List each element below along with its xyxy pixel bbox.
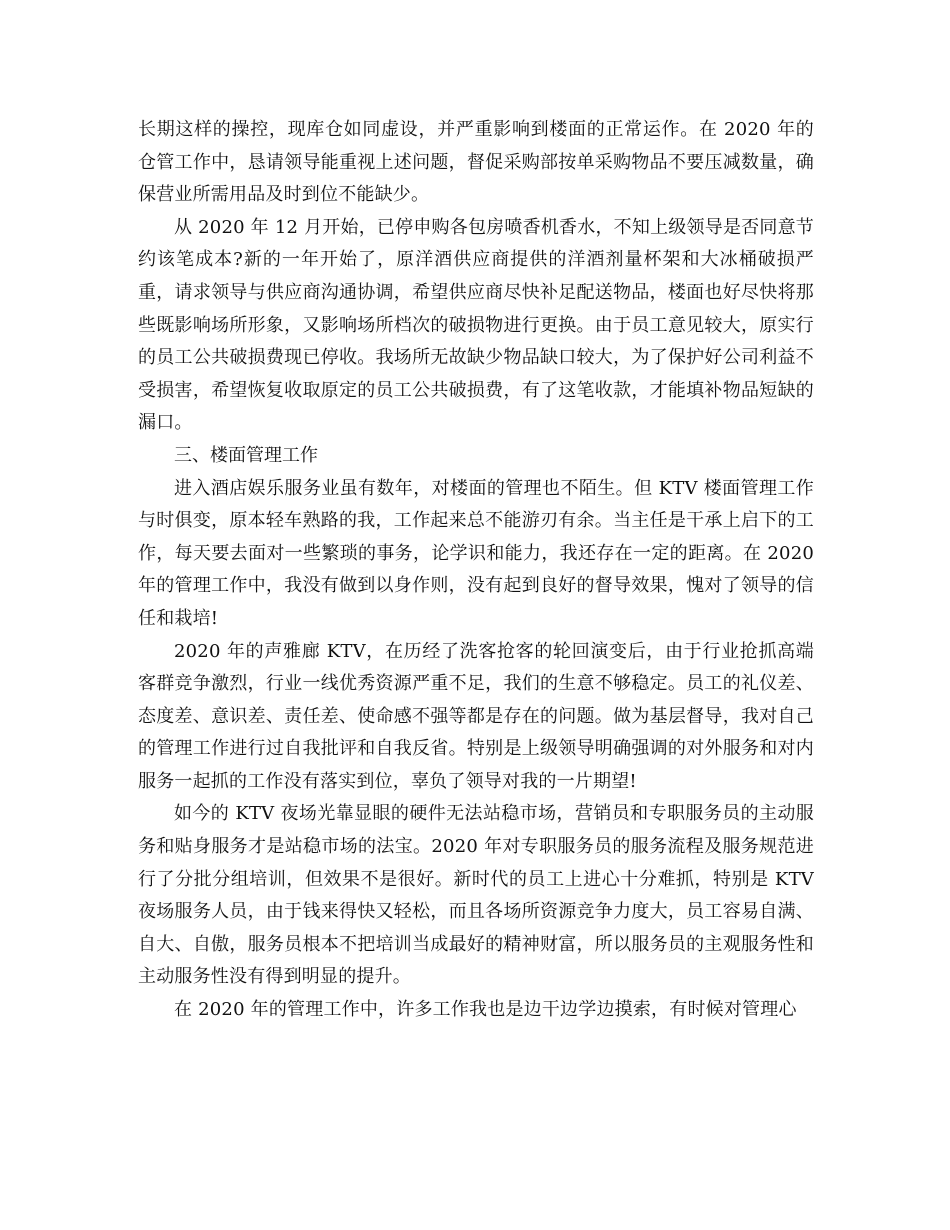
section-heading-floor-management: 三、楼面管理工作 xyxy=(174,444,318,466)
paragraph-warehouse-continued: 长期这样的操控，现库仓如同虚设，并严重影响到楼面的正常运作。在 2020 年的仓管工作中，恳请领导能重视上述问题，督促采购部按单采购物品不要压减数量，确保营业所需用品及时到位不能缺少。 xyxy=(138,119,814,206)
paragraph-ktv-competition: 2020 年的声雅廊 KTV，在历经了洗客抢客的轮回演变后，由于行业抢抓高端客群竞争激烈，行业一线优秀资源严重不足，我们的生意不够稳定。员工的礼仪差、态度差、意识差、责任差、使命感不强等都是存在的问题。做为基层督导，我对自己的管理工作进行过自我批评和自我反省。特别是上级领导明确强调的对外服务和对内服务一起抓的工作没有落实到位，辜负了领导对我的一片期望! xyxy=(138,640,814,792)
paragraph-service-training: 如今的 KTV 夜场光靠显眼的硬件无法站稳市场，营销员和专职服务员的主动服务和贴身服务才是站稳市场的法宝。2020 年对专职服务员的服务流程及服务规范进行了分批分组培训，但效果不是很好。新时代的员工上进心十分难抓，特别是 KTV 夜场服务人员，由于钱来得快又轻松，而且各场所资源竞争力度大，员工容易自满、自大、自傲，服务员根本不把培训当成最好的精神财富，所以服务员的主观服务性和主动服务性没有得到明显的提升。 xyxy=(138,803,814,988)
document-body xyxy=(138,114,814,1027)
paragraph-floor-management-experience: 进入酒店娱乐服务业虽有数年，对楼面的管理也不陌生。但 KTV 楼面管理工作与时俱变，原本轻车熟路的我，工作起来总不能游刃有余。当主任是干承上启下的工作，每天要去面对一些繁琐的事务，论学识和能力，我还存在一定的距离。在 2020 年的管理工作中，我没有做到以身作则，没有起到良好的督导效果，愧对了领导的信任和栽培! xyxy=(138,477,814,629)
paragraph-fragrance-and-breakage: 从 2020 年 12 月开始，已停申购各包房喷香机香水，不知上级领导是否同意节约该笔成本?新的一年开始了，原洋酒供应商提供的洋酒剂量杯架和大冰桶破损严重，请求领导与供应商沟通协调，希望供应商尽快补足配送物品，楼面也好尽快将那些既影响场所形象，又影响场所档次的破损物进行更换。由于员工意见较大，原实行的员工公共破损费现已停收。我场所无故缺少物品缺口较大，为了保护好公司利益不受损害，希望恢复收取原定的员工公共破损费，有了这笔收款，才能填补物品短缺的漏口。 xyxy=(138,216,814,434)
paragraph-learning-by-doing: 在 2020 年的管理工作中，许多工作我也是边干边学边摸索，有时候对管理心 xyxy=(174,999,797,1021)
